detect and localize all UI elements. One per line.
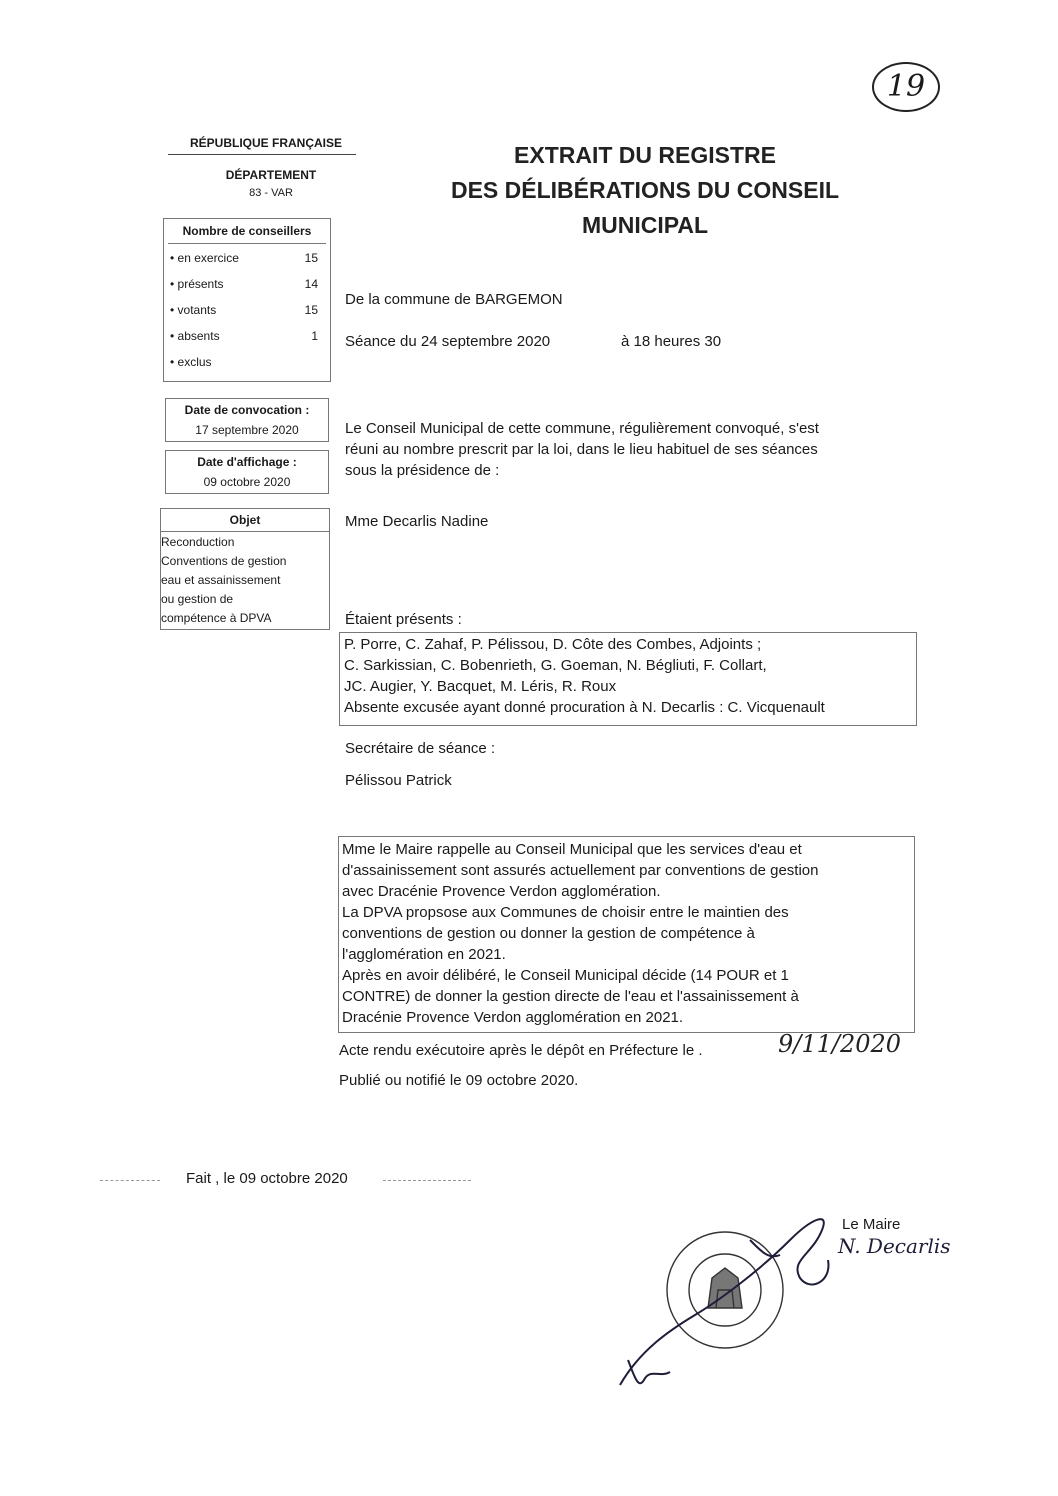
objet-rule bbox=[161, 531, 329, 532]
intro-line: réuni au nombre prescrit par la loi, dans le lieu habituel de ses séances bbox=[345, 441, 818, 458]
conseillers-box bbox=[163, 218, 331, 382]
count-value: 15 bbox=[304, 251, 318, 265]
objet-line: ou gestion de bbox=[161, 592, 234, 606]
document-title bbox=[390, 138, 900, 243]
presents-line: P. Porre, C. Zahaf, P. Pélissou, D. Côte des Combes, Adjoints ; bbox=[344, 636, 762, 653]
count-label: • absents bbox=[170, 329, 220, 343]
maire-label: Le Maire bbox=[842, 1216, 901, 1233]
commune-line: De la commune de BARGEMON bbox=[345, 291, 563, 308]
deliberation-text bbox=[342, 839, 912, 1028]
deliberation-line: Mme le Maire rappelle au Conseil Municipal que les services d'eau et bbox=[342, 841, 802, 858]
deliberation-line: Après en avoir délibéré, le Conseil Municipal décide (14 POUR et 1 bbox=[342, 967, 789, 984]
deliberation-box bbox=[338, 836, 915, 1033]
title-line-3: MUNICIPAL bbox=[581, 212, 709, 238]
objet-box bbox=[160, 508, 330, 630]
objet-text bbox=[161, 533, 329, 628]
republique-underline bbox=[168, 154, 356, 155]
secretaire-label: Secrétaire de séance : bbox=[345, 740, 496, 757]
count-label: • votants bbox=[170, 303, 217, 317]
deliberation-line: d'assainissement sont assurés actuellement par conventions de gestion bbox=[342, 862, 819, 879]
president-name: Mme Decarlis Nadine bbox=[345, 513, 489, 530]
seance-time: à 18 heures 30 bbox=[621, 333, 722, 350]
objet-heading: Objet bbox=[229, 513, 261, 527]
count-value: 14 bbox=[304, 277, 318, 291]
republique-label: RÉPUBLIQUE FRANÇAISE bbox=[189, 136, 342, 150]
fait-date: Fait , le 09 octobre 2020 bbox=[186, 1170, 348, 1187]
count-row bbox=[170, 329, 322, 349]
affichage-date: 09 octobre 2020 bbox=[203, 475, 291, 489]
deliberation-line: l'agglomération en 2021. bbox=[342, 946, 506, 963]
presents-box bbox=[339, 632, 917, 726]
convocation-date: 17 septembre 2020 bbox=[195, 423, 299, 437]
count-value: 15 bbox=[304, 303, 318, 317]
departement-label: DÉPARTEMENT bbox=[225, 168, 317, 182]
count-row bbox=[170, 355, 322, 375]
objet-line: Reconduction bbox=[161, 535, 235, 549]
intro-line: Le Conseil Municipal de cette commune, régulièrement convoqué, s'est bbox=[345, 420, 819, 437]
count-row bbox=[170, 277, 322, 297]
count-label: • en exercice bbox=[170, 251, 239, 265]
count-value: 1 bbox=[311, 329, 318, 343]
deliberation-line: Dracénie Provence Verdon agglomération en 2021. bbox=[342, 1009, 684, 1026]
count-row bbox=[170, 251, 322, 271]
fait-rule-right bbox=[383, 1180, 471, 1181]
deliberation-line: La DPVA propsose aux Communes de choisir entre le maintien des bbox=[342, 904, 789, 921]
page-number bbox=[872, 62, 940, 112]
objet-line: eau et assainissement bbox=[161, 573, 281, 587]
seance-date: Séance du 24 septembre 2020 bbox=[345, 333, 551, 350]
acte-executoire: Acte rendu exécutoire après le dépôt en Préfecture le . bbox=[339, 1042, 703, 1059]
deliberation-line: conventions de gestion ou donner la gestion de compétence à bbox=[342, 925, 755, 942]
departement-code: 83 - VAR bbox=[249, 187, 293, 199]
presents-line: Absente excusée ayant donné procuration à N. Decarlis : C. Vicquenault bbox=[344, 699, 825, 716]
title-line-2: DES DÉLIBÉRATIONS DU CONSEIL bbox=[450, 177, 840, 203]
mairie-stamp-icon bbox=[667, 1232, 783, 1348]
page-number-text: 19 bbox=[886, 69, 926, 104]
count-label: • exclus bbox=[170, 355, 212, 369]
count-label: • présents bbox=[170, 277, 224, 291]
presents-list bbox=[344, 634, 914, 718]
convocation-box bbox=[165, 398, 329, 442]
secretaire-name: Pélissou Patrick bbox=[345, 772, 452, 789]
maire-handwritten-name: N. Decarlis bbox=[838, 1234, 951, 1258]
conseillers-rule bbox=[168, 243, 326, 244]
count-row bbox=[170, 303, 322, 323]
objet-line: Conventions de gestion bbox=[161, 554, 287, 568]
fait-rule-left bbox=[100, 1180, 160, 1181]
deliberation-line: avec Dracénie Provence Verdon agglomération. bbox=[342, 883, 661, 900]
acte-handwritten-date: 9/11/2020 bbox=[778, 1030, 902, 1058]
affichage-box bbox=[165, 450, 329, 494]
presents-line: C. Sarkissian, C. Bobenrieth, G. Goeman, N. Bégliuti, F. Collart, bbox=[344, 657, 767, 674]
publie-line: Publié ou notifié le 09 octobre 2020. bbox=[339, 1072, 579, 1089]
affichage-label: Date d'affichage : bbox=[197, 455, 297, 469]
mayor-signature-and-stamp bbox=[600, 1200, 860, 1400]
convocation-label: Date de convocation : bbox=[184, 403, 310, 417]
presents-line: JC. Augier, Y. Bacquet, M. Léris, R. Roux bbox=[344, 678, 617, 695]
presents-label: Étaient présents : bbox=[345, 611, 462, 628]
intro-line: sous la présidence de : bbox=[345, 462, 500, 479]
intro-paragraph bbox=[345, 418, 905, 481]
objet-line: compétence à DPVA bbox=[161, 611, 272, 625]
deliberation-line: CONTRE) de donner la gestion directe de l'eau et l'assainissement à bbox=[342, 988, 799, 1005]
conseillers-heading: Nombre de conseillers bbox=[182, 224, 312, 238]
title-line-1: EXTRAIT DU REGISTRE bbox=[514, 142, 776, 168]
